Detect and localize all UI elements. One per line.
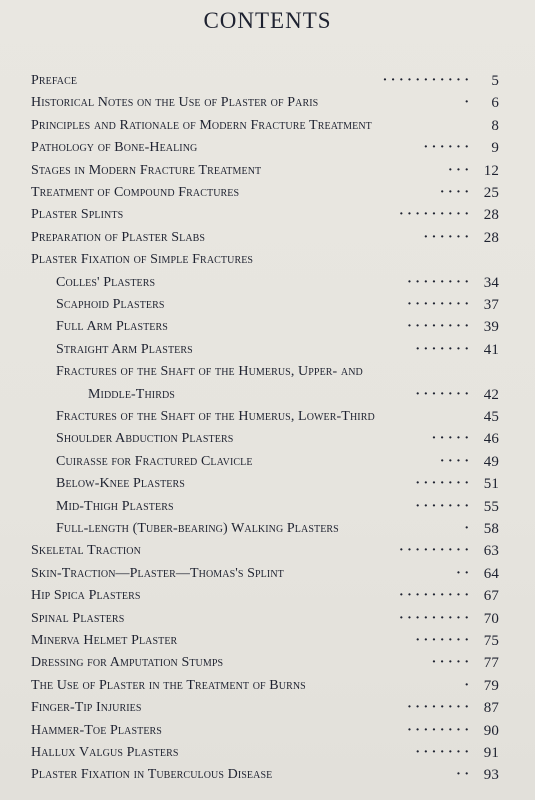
toc-page-number: 91 (483, 745, 499, 761)
toc-page-number: 49 (483, 453, 499, 470)
dot-leader: · · · · · (431, 431, 469, 447)
dot-leader: · · · · · · · · · (398, 207, 469, 223)
dot-leader: · · · · · · · (415, 498, 469, 514)
toc-entry-title: Scaphoid Plasters (56, 297, 165, 312)
toc-entry-title: Skin-Traction—Plaster—Thomas's Splint (31, 565, 284, 581)
toc-page-number: 9 (491, 140, 499, 157)
toc-entry (0, 496, 535, 518)
toc-entry (0, 204, 535, 226)
toc-page-number: 46 (483, 431, 499, 448)
dot-leader: · (464, 95, 469, 111)
toc-page-number: 75 (483, 633, 499, 649)
toc-entry-title: The Use of Plaster in the Treatment of Burns (31, 677, 306, 693)
toc-entry (0, 92, 535, 114)
toc-page-number: 64 (483, 565, 499, 582)
toc-entry-title: Stages in Modern Fracture Treatment (31, 162, 262, 178)
dot-leader: · · · · · (431, 655, 469, 671)
toc-entry (0, 585, 535, 607)
dot-leader: · · · (447, 162, 469, 178)
dot-leader: · · · · · · · (415, 386, 469, 402)
toc-entry-title: Straight Arm Plasters (56, 341, 193, 357)
dot-leader: · · · · · · · · (407, 319, 469, 335)
toc-entry-title-continued: Middle-Thirds (88, 386, 175, 402)
toc-page-number: 63 (483, 543, 499, 560)
toc-page-number: 77 (483, 655, 499, 672)
toc-entry (0, 227, 535, 249)
dot-leader: · · · · (439, 185, 469, 200)
toc-entry (0, 720, 535, 742)
toc-entry (0, 339, 535, 361)
toc-entry (0, 70, 535, 92)
toc-entry-title: Fractures of the Shaft of the Humerus, Upper- and (56, 364, 363, 380)
toc-entry (0, 518, 535, 540)
toc-page-number: 45 (483, 409, 499, 425)
page-title: CONTENTS (203, 8, 332, 33)
toc-page-number: 93 (483, 767, 499, 784)
toc-entry (0, 764, 535, 786)
toc-page-number: 39 (483, 319, 499, 336)
dot-leader: · · · · · · · · (407, 297, 469, 312)
toc-page-number: 41 (483, 341, 499, 358)
toc-entry-title: Full Arm Plasters (56, 319, 168, 335)
toc-page-number: 6 (491, 95, 499, 112)
dot-leader: · · · · · · · · · (398, 588, 469, 604)
toc-page-number: 34 (483, 274, 499, 291)
toc-entry (0, 697, 535, 719)
toc-entry-title: Hallux Valgus Plasters (31, 745, 179, 760)
toc-entry-title: Minerva Helmet Plaster (31, 633, 178, 648)
dot-leader: · · · · · · (423, 229, 469, 245)
dot-leader: · · · · (439, 453, 469, 469)
toc-page-number: 28 (483, 229, 499, 246)
dot-leader: · · · · · · · (415, 341, 469, 357)
toc-entry-title: Principles and Rationale of Modern Fracture Treatment (31, 117, 372, 133)
toc-entry (0, 182, 535, 204)
toc-page-number: 79 (483, 677, 499, 694)
dot-leader: · · · · · · · · · · · (382, 73, 469, 88)
dot-leader: · · · · · · (423, 140, 469, 156)
dot-leader: · · (456, 767, 469, 783)
dot-leader: · · · · · · · (415, 476, 469, 492)
toc-entry-title: Preparation of Plaster Slabs (31, 229, 206, 245)
toc-entry (0, 451, 535, 473)
toc-entry (0, 428, 535, 450)
toc-page-number: 8 (491, 117, 499, 134)
dot-leader: · · · · · · · · (407, 722, 469, 738)
toc-entry-title: Mid-Thigh Plasters (56, 498, 174, 514)
toc-entry-title: Shoulder Abduction Plasters (56, 431, 234, 447)
dot-leader: · · · · · · · · (407, 700, 469, 716)
toc-page-number: 70 (483, 610, 499, 627)
toc-entry-title: Spinal Plasters (31, 610, 125, 626)
toc-entry (0, 563, 535, 585)
toc-entry (0, 630, 535, 652)
toc-page-number: 58 (483, 521, 499, 537)
toc-entry (0, 406, 535, 428)
toc-entry-title: Dressing for Amputation Stumps (31, 655, 224, 671)
toc-entry (0, 742, 535, 764)
toc-entry (0, 115, 535, 137)
dot-leader: · · · · · · · · (407, 274, 469, 290)
dot-leader: · · · · · · · · · (398, 543, 469, 559)
toc-page-number: 87 (483, 700, 499, 717)
toc-entry-title: Historical Notes on the Use of Plaster of Paris (31, 95, 319, 111)
dot-leader: · · · · · · · (415, 745, 469, 760)
toc-entry-title: Plaster Fixation of Simple Fractures (31, 252, 254, 268)
toc-entry (0, 652, 535, 674)
toc-entry (0, 473, 535, 495)
toc-entry (0, 272, 535, 294)
toc-entry (0, 160, 535, 182)
toc-entry-title: Fractures of the Shaft of the Humerus, Lower-Third (56, 409, 375, 424)
toc-page-number: 42 (483, 386, 499, 403)
dot-leader: · · (456, 565, 469, 581)
toc-entry (0, 249, 535, 271)
dot-leader: · (464, 677, 469, 693)
toc-entry-title: Skeletal Traction (31, 543, 141, 559)
toc-entry (0, 294, 535, 316)
toc-entry (0, 316, 535, 338)
toc-page-number: 12 (483, 162, 499, 179)
toc-entry-title: Cuirasse for Fractured Clavicle (56, 453, 253, 469)
toc-entry-title: Plaster Fixation in Tuberculous Disease (31, 767, 273, 783)
toc-entry (0, 137, 535, 159)
toc-page-number: 28 (483, 207, 499, 224)
toc-entry-title: Hip Spica Plasters (31, 588, 141, 604)
toc-page-number: 5 (491, 73, 499, 89)
toc-page-number: 37 (483, 297, 499, 313)
toc-entry (0, 361, 535, 406)
toc-entry (0, 675, 535, 697)
toc-entry (0, 608, 535, 630)
toc-page-number: 51 (483, 476, 499, 493)
toc-entry-title: Below-Knee Plasters (56, 476, 185, 492)
dot-leader: · · · · · · · · · (398, 610, 469, 626)
toc-entry-title: Colles' Plasters (56, 274, 156, 290)
toc-entry-title: Pathology of Bone-Healing (31, 140, 198, 156)
toc-page-number: 90 (483, 722, 499, 739)
toc-page-number: 67 (483, 588, 499, 605)
toc-entry-title: Treatment of Compound Fractures (31, 185, 240, 200)
toc-entry-title: Plaster Splints (31, 207, 124, 223)
toc-page-number: 25 (483, 185, 499, 201)
toc-entry-title: Full-length (Tuber-bearing) Walking Plasters (56, 521, 339, 536)
toc-entry-title: Finger-Tip Injuries (31, 700, 142, 716)
toc-entry (0, 540, 535, 562)
dot-leader: · (464, 521, 469, 536)
toc-entry-title: Hammer-Toe Plasters (31, 722, 162, 738)
dot-leader: · · · · · · · (415, 633, 469, 648)
toc-page-number: 55 (483, 498, 499, 515)
toc-entry-title: Preface (31, 73, 78, 88)
